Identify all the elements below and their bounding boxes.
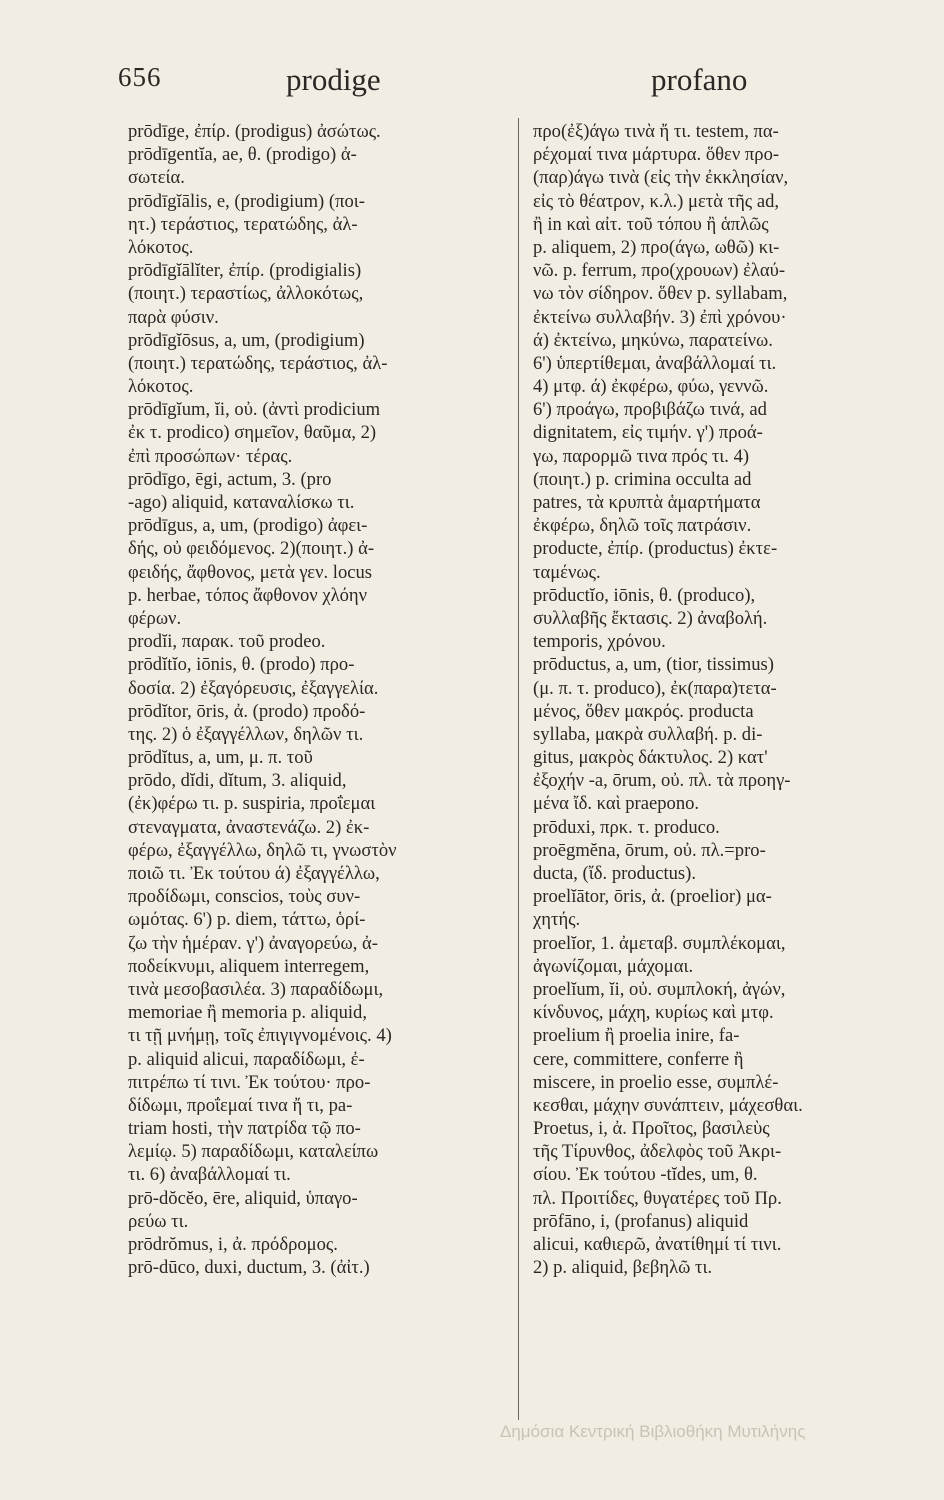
text-line: prōdĭtĭo, iōnis, θ. (prodo) προ- (128, 654, 355, 676)
text-line: temporis, χρόνου. (533, 631, 666, 653)
right-column (533, 120, 918, 1279)
text-line: p. herbae, τόπος ἄφθονον χλόην (128, 584, 368, 606)
text-line: prōdo, dĭdi, dĭtum, 3. aliquid, (128, 770, 347, 792)
text-line: λεμίῳ. 5) παραδίδωμι, καταλείπω (128, 1141, 379, 1163)
left-column (128, 120, 513, 1279)
text-line: (παρ)άγω τινὰ (εἰς τὴν ἐκκλησίαν, (533, 167, 789, 189)
text-line: p. aliquem, 2) προ(άγω, ωθῶ) κι- (533, 236, 780, 258)
text-line: φέρω, ἐξαγγέλλω, δηλῶ τι, γνωστὸν (128, 839, 397, 861)
text-line: τι τῇ μνήμῃ, τοῖς ἐπιγιγνομένοις. 4) (128, 1025, 392, 1047)
text-line: prōdīgus, a, um, (prodigo) ἀφει- (128, 515, 368, 537)
page-header (118, 62, 818, 106)
text-line: prōdīge, ἐπίρ. (prodigus) ἀσώτως. (128, 121, 381, 142)
text-line: prōduxi, πρκ. τ. produco. (533, 816, 720, 838)
text-line: νῶ. p. ferrum, προ(χρουων) ἐλαύ- (533, 260, 786, 282)
text-line: alicui, καθιερῶ, ἀνατίθημί τί τινι. (533, 1234, 782, 1255)
page-number: 656 (118, 62, 162, 92)
text-line: της. 2) ὁ ἐξαγγέλλων, δηλῶν τι. (128, 723, 364, 745)
text-line: prōductĭo, iōnis, θ. (produco), (533, 584, 756, 606)
text-line: prōdīgĭālis, e, (prodigium) (ποι- (128, 190, 365, 212)
text-line: prōdīgentĭa, ae, θ. (prodigo) ἀ- (128, 144, 357, 166)
text-line: ἐκφέρω, δηλῶ τοῖς πατράσιν. (533, 515, 752, 537)
text-line: prōdīgĭum, ĭi, οὐ. (ἀντὶ prodicium (128, 399, 381, 421)
text-line: προ(ἐξ)άγω τινὰ ἤ τι. testem, πα- (533, 121, 779, 142)
text-line: ωμότας. 6') p. diem, τάττω, ὁρί- (128, 909, 366, 931)
column-divider (518, 118, 519, 1420)
text-line: proelium ἢ proelia inire, fa- (533, 1025, 740, 1047)
text-line: συλλαβῆς ἔκτασις. 2) ἀναβολή. (533, 607, 768, 629)
text-line: ταμένως. (533, 561, 601, 583)
text-line: prodĭi, παρακ. τοῦ prodeo. (128, 631, 326, 653)
text-line: τινὰ μεσοβασιλέα. 3) παραδίδωμι, (128, 978, 384, 1000)
text-line: prō-dūco, duxi, ductum, 3. (ἀἰτ.) (128, 1257, 370, 1279)
text-line: (ποιητ.) p. crimina occulta ad (533, 468, 752, 490)
text-line: ἐκτείνω συλλαβήν. 3) ἐπὶ χρόνου· (533, 306, 787, 328)
text-line: -ago) aliquid, καταναλίσκω τι. (128, 492, 355, 513)
text-line: prōdĭtus, a, um, μ. π. τοῦ (128, 747, 313, 769)
right-running-headword: profano (651, 62, 748, 97)
text-line: μένα ἴδ. καὶ praepono. (533, 793, 700, 815)
text-line: δής, οὐ φειδόμενος. 2)(ποιητ.) ἀ- (128, 538, 375, 560)
text-line: ἐπὶ προσώπων· τέρας. (128, 445, 293, 467)
text-line: 2) p. aliquid, βεβηλῶ τι. (533, 1257, 713, 1279)
text-line: ποδείκνυμι, aliquem interregem, (128, 955, 370, 977)
text-line: ητ.) τεράστιος, τερατώδης, ἀλ- (128, 213, 358, 235)
text-line: patres, τὰ κρυπτὰ ἁμαρτήματα (533, 492, 761, 513)
text-line: prōfāno, i, (profanus) aliquid (533, 1210, 749, 1232)
text-line: 4) μτφ. ά) ἐκφέρω, φύω, γεννῶ. (533, 376, 769, 398)
text-line: prōductus, a, um, (tior, tissimus) (533, 654, 774, 676)
text-line: δοσία. 2) ἐξαγόρευσις, ἐξαγγελία. (128, 677, 379, 699)
text-line: 6') ὑπερτίθεμαι, ἀναβάλλομαί τι. (533, 352, 777, 374)
text-line: ζω τὴν ἡμέραν. γ') ἀναγορεύω, ἀ- (128, 932, 378, 954)
text-line: κίνδυνος, μάχη, κυρίως καὶ μτφ. (533, 1002, 774, 1024)
text-line: σωτεία. (128, 167, 185, 189)
text-line: λόκοτος. (128, 376, 194, 398)
text-line: proelĭum, ĭi, οὐ. συμπλοκή, ἀγών, (533, 978, 786, 1000)
library-watermark: Δημόσια Κεντρική Βιβλιοθήκη Μυτιλήνης (500, 1422, 806, 1441)
text-line: proelĭātor, ōris, ἀ. (proelior) μα- (533, 886, 772, 908)
text-line: φειδής, ἄφθονος, μετὰ γεν. locus (128, 561, 373, 583)
text-line: prōdīgĭālĭter, ἐπίρ. (prodigialis) (128, 260, 362, 282)
text-line: miscere, in proelio esse, συμπλέ- (533, 1071, 779, 1093)
text-line: (ποιητ.) τερατώδης, τεράστιος, ἀλ- (128, 352, 388, 374)
text-line: ποιῶ τι. Ἐκ τούτου ά) ἐξαγγέλλω, (128, 863, 380, 884)
text-line: proēgmĕna, ōrum, οὐ. πλ.=pro- (533, 839, 766, 861)
text-line: κεσθαι, μάχην συνάπτειν, μάχεσθαι. (533, 1094, 803, 1116)
text-line: φέρων. (128, 607, 182, 629)
text-line: cere, committere, conferre ἢ (533, 1048, 744, 1070)
text-line: τι. 6) ἀναβάλλομαί τι. (128, 1164, 291, 1186)
text-line: πιτρέπω τί τινι. Ἐκ τούτου· προ- (128, 1071, 371, 1093)
text-line: p. aliquid alicui, παραδίδωμι, ἐ- (128, 1048, 365, 1070)
text-line: (ποιητ.) τεραστίως, ἀλλοκότως, (128, 283, 364, 305)
text-line: λόκοτος. (128, 236, 194, 258)
text-line: gitus, μακρὸς δάκτυλος. 2) κατ' (533, 747, 768, 769)
text-line: τῆς Τίρυνθος, ἀδελφὸς τοῦ Ἀκρι- (533, 1141, 782, 1163)
text-line: προδίδωμι, conscios, τοὺς συν- (128, 886, 361, 908)
text-line: producte, ἐπίρ. (productus) ἐκτε- (533, 538, 778, 560)
text-line: εἰς τὸ θέατρον, κ.λ.) μετὰ τῆς ad, (533, 190, 780, 212)
text-line: γω, παρορμῶ τινα πρός τι. 4) (533, 445, 750, 467)
text-line: proelĭor, 1. ἀμεταβ. συμπλέκομαι, (533, 932, 786, 954)
text-line: χητής. (533, 909, 581, 931)
text-line: σίου. Ἐκ τούτου -tĭdes, um, θ. (533, 1164, 758, 1186)
text-line: παρὰ φύσιν. (128, 306, 219, 328)
text-line: prōdrŏmus, i, ἀ. πρόδρομος. (128, 1234, 338, 1255)
text-line: δίδωμι, προΐεμαί τινα ἤ τι, pa- (128, 1094, 353, 1116)
text-line: ducta, (ἴδ. productus). (533, 863, 696, 884)
text-line: prōdīgo, ēgi, actum, 3. (pro (128, 468, 332, 490)
text-line: 6') προάγω, προβιβάζω τινά, ad (533, 399, 767, 421)
text-line: ἀγωνίζομαι, μάχομαι. (533, 955, 694, 977)
text-line: ρεύω τι. (128, 1210, 189, 1232)
text-line: syllaba, μακρὰ συλλαβή. p. di- (533, 723, 763, 745)
text-line: ἐξοχήν -a, ōrum, οὐ. πλ. τὰ προηγ- (533, 770, 791, 792)
text-line: πλ. Προιτίδες, θυγατέρες τοῦ Πρ. (533, 1187, 782, 1209)
text-line: dignitatem, εἰς τιμήν. γ') προά- (533, 422, 763, 444)
text-line: triam hosti, τὴν πατρίδα τῷ πο- (128, 1118, 361, 1140)
text-line: (μ. π. τ. produco), ἐκ(παρα)τετα- (533, 677, 777, 699)
text-line: ἐκ τ. prodico) σημεῖον, θαῦμα, 2) (128, 422, 377, 444)
text-line: prōdīgĭōsus, a, um, (prodigium) (128, 329, 365, 351)
left-running-headword: prodige (286, 62, 381, 97)
text-line: μένος, ὅθεν μακρός. producta (533, 700, 754, 722)
text-line: ά) ἐκτείνω, μηκύνω, παρατείνω. (533, 329, 773, 351)
text-line: στεναγματα, ἀναστενάζω. 2) ἐκ- (128, 816, 370, 838)
text-line: memoriae ἢ memoria p. aliquid, (128, 1002, 367, 1024)
text-line: (ἐκ)φέρω τι. p. suspiria, προΐεμαι (128, 793, 376, 815)
text-line: ἢ in καὶ αἰτ. τοῦ τόπου ἢ ἁπλῶς (533, 213, 769, 235)
text-line: ρέχομαί τινα μάρτυρα. ὅθεν προ- (533, 144, 780, 166)
text-line: νω τὸν σίδηρον. ὅθεν p. syllabam, (533, 283, 788, 305)
text-line: prō-dŏcĕo, ēre, aliquid, ὑπαγο- (128, 1187, 358, 1209)
text-line: prōdĭtor, ōris, ἀ. (prodo) προδό- (128, 700, 366, 722)
text-line: Proetus, i, ἀ. Προῖτος, βασιλεὺς (533, 1118, 770, 1140)
